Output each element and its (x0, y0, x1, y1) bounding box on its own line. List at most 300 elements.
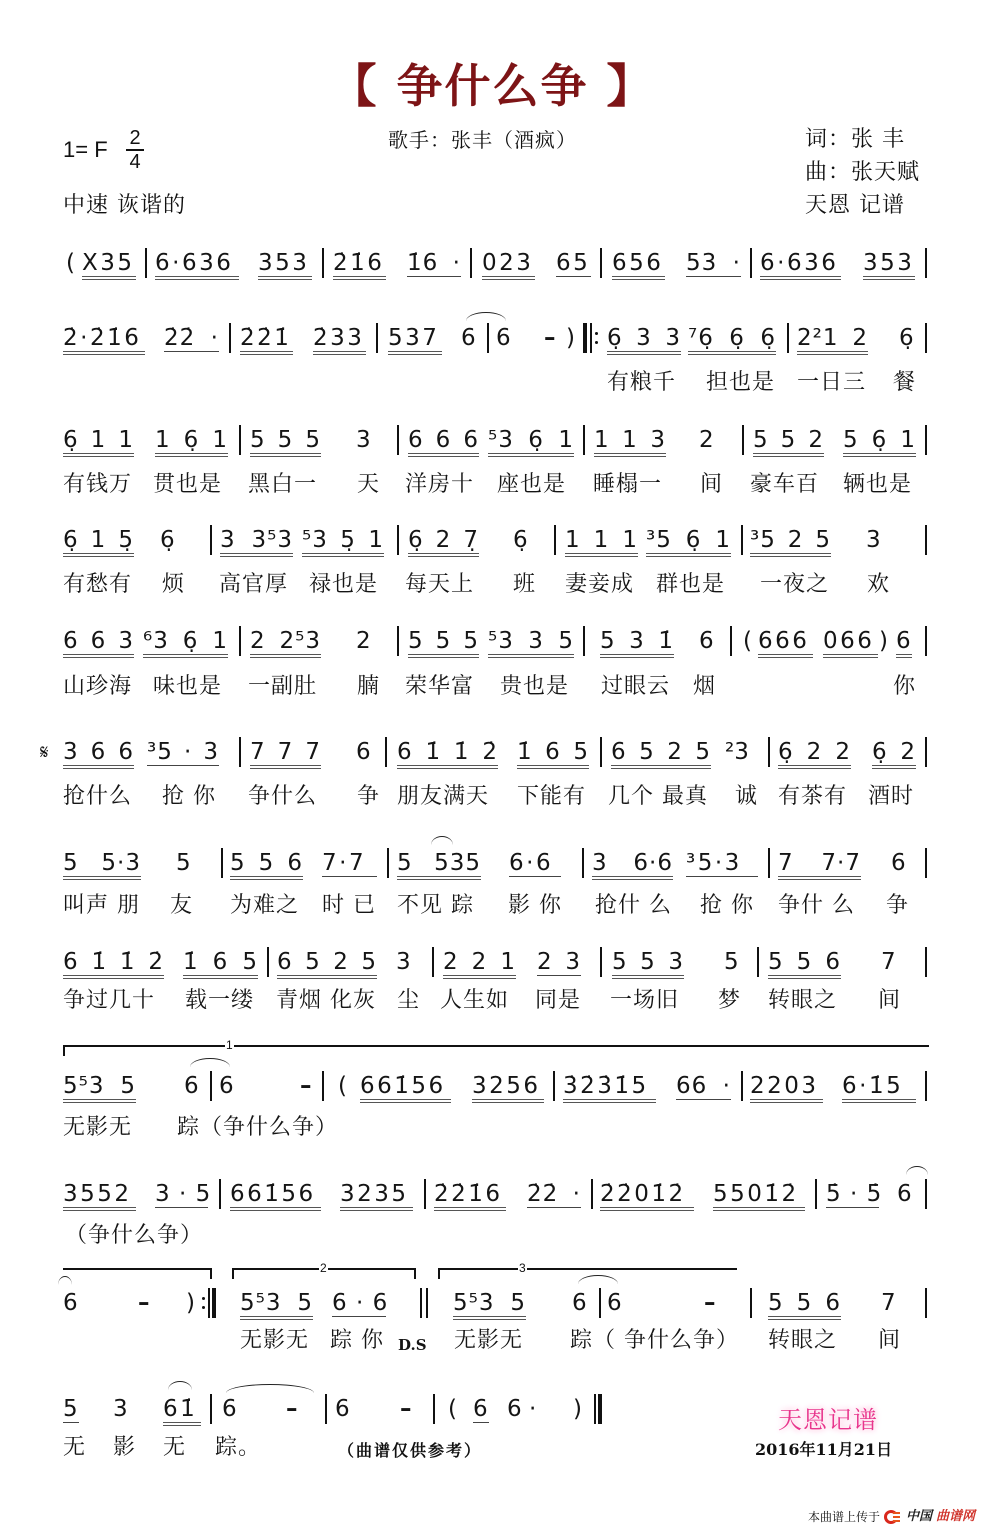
note: 6̣ (513, 527, 528, 553)
note: 6̣ (899, 325, 914, 351)
barline-single (325, 1394, 327, 1424)
lyric: 下能有 (517, 784, 587, 809)
note-group: 6̣ 2 (872, 739, 916, 769)
barline-single (432, 947, 434, 977)
lyric: （争什么争） (65, 1223, 204, 1248)
note: 6 (897, 1181, 912, 1207)
barline-single (583, 425, 585, 455)
dash-extension: – (286, 1396, 298, 1422)
parenthesis: ( (338, 1073, 347, 1099)
note-group: 066 (823, 628, 878, 658)
note-group: 6 1̇ 1̇ 2̇ (63, 949, 164, 979)
dash-extension: – (704, 1290, 716, 1316)
note: 6̣ (160, 527, 175, 553)
lyric: 为难之 (230, 893, 300, 918)
lyric: 洋房十 (405, 472, 475, 497)
site-logo-icon (884, 1510, 902, 1524)
note-group: 023 (482, 250, 535, 280)
lyric: 无影无 (454, 1328, 524, 1353)
note: 6 (891, 850, 906, 876)
note-group: 6 6 6 (408, 427, 479, 457)
parenthesis: ) (573, 1396, 582, 1422)
lyric: 禄也是 (309, 572, 379, 597)
lyric: 时 已 (322, 893, 376, 918)
note-group: 5 5 5 (250, 427, 321, 457)
lyric: 朋友满天 (397, 784, 490, 809)
barline-single (750, 1288, 752, 1318)
dal-segno-marking: D.S (398, 1336, 427, 1354)
barline-single (487, 323, 489, 353)
barline-single (385, 737, 387, 767)
note-group: 5 5·3 (63, 850, 141, 880)
note-group: ⁵3 5̣ 1 (302, 527, 384, 557)
lyric: 抢什么 (63, 784, 133, 809)
lyric: 过眼云 (601, 674, 671, 699)
barline-single (210, 1071, 212, 1101)
note-group: 353 (258, 250, 312, 280)
time-signature (126, 128, 144, 172)
note-group: 2̇33 (313, 325, 366, 355)
lyric: 诚 (735, 784, 759, 809)
note-group: 2̇2̇ · (527, 1181, 581, 1207)
note-group: 65 (556, 250, 591, 276)
barline-single (582, 848, 584, 878)
note-group: 5 3 1̇ (600, 628, 674, 658)
note: 5 (176, 850, 191, 876)
lyric: 味也是 (153, 674, 223, 699)
note-group: 6 (896, 628, 912, 658)
lyric: 烦 (162, 572, 186, 597)
note-group: 6 5 2 5 (611, 739, 711, 769)
note-group: 2 2 1 (443, 949, 516, 979)
barline-single (210, 525, 212, 555)
volta-bracket-2 (232, 1261, 416, 1279)
note-group: ³5·3 (686, 850, 758, 877)
note-group: 2̇1̇6 (333, 250, 386, 280)
lyric: 影 你 (508, 893, 562, 918)
note-group: 2 2⁵3 (250, 628, 321, 658)
lyric: 争什么 (248, 784, 318, 809)
volta-label: 3 (519, 1261, 526, 1275)
note: 6 (219, 1073, 234, 1099)
lyric: 踪。 (215, 1435, 262, 1460)
lyric: 欢 (867, 572, 891, 597)
note: 3 (113, 1396, 128, 1422)
note-group: 53 · (686, 250, 741, 276)
barline-single (600, 737, 602, 767)
volta-bracket-3 (438, 1261, 737, 1279)
tie-arc (226, 1384, 314, 1393)
note-group: 6̣ 2 2 (778, 739, 851, 769)
barline-single (925, 1071, 927, 1101)
note-group: 6 (473, 1396, 491, 1422)
note-group: 3 6·6 (592, 850, 673, 880)
barline-single (925, 737, 927, 767)
transcription-date: 2016年11月21日 (755, 1440, 893, 1459)
note-group: 1 1 3 (594, 427, 666, 457)
tie-arc (466, 312, 506, 321)
note-group: 656 (612, 250, 665, 280)
transcriber-stamp: 天恩记谱 (778, 1406, 878, 1434)
lyric: 抢 你 (162, 784, 216, 809)
note-group: 2203 (750, 1073, 823, 1103)
lyric: 影 (113, 1435, 137, 1460)
note: 5 (724, 949, 739, 975)
lyric: 有愁有 (63, 572, 133, 597)
barline-single (145, 248, 147, 278)
lyric: 无 (63, 1435, 87, 1460)
lyric: 烟 (693, 674, 717, 699)
lyric: 间 (700, 472, 724, 497)
note-group: 5 5 3 (612, 949, 684, 979)
note: 6 (699, 628, 714, 654)
lyric: 间 (878, 1328, 902, 1353)
lyric: 尘 (397, 988, 421, 1013)
lyric: 座也是 (497, 472, 567, 497)
time-signature-top: 2 (129, 127, 141, 149)
lyric: 贯也是 (153, 472, 223, 497)
upload-credit (808, 1508, 975, 1526)
barline-single (742, 425, 744, 455)
lyric: 无影无 (63, 1115, 133, 1140)
note-group: 661̇56 (230, 1181, 321, 1211)
lyric: 酒时 (868, 784, 915, 809)
note: 7 (881, 1290, 896, 1316)
lyric: 争过几十 (63, 988, 156, 1013)
lyric: 抢 你 (700, 893, 754, 918)
lyric: 有钱万 (63, 472, 133, 497)
note-group: 1̇ 6 5 (517, 739, 589, 769)
barline-single (768, 848, 770, 878)
barline-single (787, 323, 789, 353)
note-group: 1̇6 · (407, 250, 461, 276)
note-group: 5 5 5 (408, 628, 479, 658)
lyric: 转眼之 (768, 1328, 838, 1353)
note-group: 5 535 (397, 850, 481, 880)
barline-repeat-start (583, 323, 587, 353)
barline-single (397, 525, 399, 555)
lyric: 辆也是 (843, 472, 913, 497)
barline-single (322, 1071, 324, 1101)
note-group: 6 1̇ 1̇ 2̇ (397, 739, 498, 769)
note-group: 5501̇2̇ (713, 1181, 805, 1211)
note-group: 2̇2̇01̇2̇ (600, 1181, 694, 1211)
note: 2 (699, 427, 714, 453)
barline-single (239, 425, 241, 455)
lyric: 每天上 (405, 572, 475, 597)
barline-single (730, 626, 732, 656)
note: 3 (396, 949, 411, 975)
note-group: 3 · 5 (155, 1181, 212, 1207)
note-group: 5 5 6 (768, 1290, 841, 1320)
barline-single (925, 1288, 927, 1318)
note-group: 6·1̇5 (842, 1073, 916, 1103)
note: 7 (881, 949, 896, 975)
note: 6 (572, 1290, 587, 1316)
barline-single (239, 737, 241, 767)
singer-credit: 歌手：张丰（酒疯） (388, 128, 577, 152)
note-group: ³5 · 3 (147, 739, 219, 765)
dash-extension: – (544, 325, 556, 351)
note-group: ³5 2 5 (750, 527, 831, 557)
barline-single (553, 1071, 555, 1101)
note-group: 2 3 (537, 949, 581, 975)
lyric: 踪 你 (330, 1328, 384, 1353)
barline-single (239, 626, 241, 656)
note-group: 3256 (472, 1073, 544, 1103)
volta-bracket-1 (63, 1038, 929, 1056)
barline-single (925, 947, 927, 977)
note: 6 (222, 1396, 237, 1422)
barline-final (594, 1394, 596, 1424)
lyric: 睡榻一 (593, 472, 663, 497)
barline-single (925, 323, 927, 353)
barline-single (741, 525, 743, 555)
lyric: 一日三 (797, 370, 867, 395)
lyric: 几个 最真 (608, 784, 708, 809)
note-group: 2̇2̇ · (164, 325, 219, 351)
volta-bracket-cont (63, 1268, 212, 1279)
barline-single (768, 737, 770, 767)
barline-single (229, 323, 231, 353)
note-group: 3 3⁵3 (220, 527, 293, 557)
time-signature-bottom: 4 (129, 151, 141, 173)
note-group: 7 7·7 (778, 850, 861, 880)
tie-arc (431, 836, 453, 845)
barline-double (420, 1288, 422, 1318)
note-group: 6 6 3 (63, 628, 134, 658)
lyric: 无 (163, 1435, 187, 1460)
barline-single (397, 626, 399, 656)
barline-single (424, 1179, 426, 1209)
site-name-part-2: 曲谱网 (936, 1509, 976, 1524)
note-group: X35 (82, 250, 136, 280)
barline-single (925, 1179, 927, 1209)
barline-repeat-end (208, 1288, 210, 1318)
lyric: 载一缕 (185, 988, 255, 1013)
barline-single (757, 947, 759, 977)
lyric: 荣华富 (405, 674, 475, 699)
note-group: ⁷6̣ 6̣ 6̣ (688, 325, 776, 355)
note: 6 (63, 1290, 78, 1316)
barline-single (750, 248, 752, 278)
lyricist-credit: 词：张 丰 (805, 127, 905, 152)
barline-single (925, 626, 927, 656)
lyric: 间 (878, 988, 902, 1013)
composer-credit: 曲：张天赋 (805, 160, 921, 185)
note: ²3 (725, 739, 749, 765)
lyric: 争 (886, 893, 910, 918)
note-group: 661̇56 (360, 1073, 451, 1103)
barline-single (925, 848, 927, 878)
lyric: 你 (893, 674, 917, 699)
tie-arc (190, 1058, 230, 1067)
note-group: 61̇ (163, 1396, 201, 1426)
lyric: 腩 (357, 674, 381, 699)
note-group: 666 (758, 628, 813, 658)
lyric: 担也是 (706, 370, 776, 395)
lyric: 人生如 (440, 988, 510, 1013)
lyric: 有粮千 (607, 370, 677, 395)
upload-prefix: 本曲谱上传于 (808, 1510, 881, 1524)
barline-single (815, 1179, 817, 1209)
lyric: 山珍海 (63, 674, 133, 699)
note-group: 5 5 6 (768, 949, 841, 979)
note-group: 2̇2̇1̇ (240, 325, 293, 355)
note-group: 5 6̣ 1 (843, 427, 916, 457)
note-group: 1̇ 6 5 (183, 949, 258, 979)
note: 6 · (507, 1396, 537, 1422)
barline-single (210, 1394, 212, 1424)
note: 6 (607, 1290, 622, 1316)
barline-single (376, 323, 378, 353)
note-group: 5⁵3 5 (453, 1290, 526, 1320)
barline-single (591, 1179, 593, 1209)
parenthesis: ) (186, 1290, 195, 1316)
lyric: 天 (357, 472, 381, 497)
note: 6 (461, 325, 476, 351)
barline-single (925, 525, 927, 555)
barline-single (583, 626, 585, 656)
barline-single (925, 248, 927, 278)
note-group: 5⁵3 5 (240, 1290, 313, 1320)
segno-icon: 𝄋 (40, 740, 49, 764)
lyric: 青烟 化灰 (276, 988, 376, 1013)
note-group: 7 7 7 (250, 739, 321, 769)
disclaimer: （曲谱仅供参考） (338, 1441, 483, 1460)
note: 6 (335, 1396, 350, 1422)
note-group: 6̣ 1 1 (63, 427, 134, 457)
note: 6 (356, 739, 371, 765)
note-group: 3̇2̇3̇1̇5 (563, 1073, 656, 1103)
barline-single (221, 848, 223, 878)
lyric: 不见 踪 (397, 893, 474, 918)
note: 6 (184, 1073, 199, 1099)
lyric: 抢什 么 (595, 893, 672, 918)
barline-single (219, 1179, 221, 1209)
note-group: 7·7 (322, 850, 377, 877)
barline-single (470, 248, 472, 278)
lyric: 餐 (893, 370, 917, 395)
lyric: 友 (170, 893, 194, 918)
barline-single (554, 525, 556, 555)
note-group: 6̣ 1 5̣ (63, 527, 134, 557)
lyric: 转眼之 (768, 988, 838, 1013)
lyric: 班 (513, 572, 537, 597)
barline-single (600, 248, 602, 278)
barline-single (433, 1394, 435, 1424)
lyric: 踪（争什么争） (177, 1115, 339, 1140)
lyric: 一场旧 (610, 988, 680, 1013)
song-title: 【 争什么争 】 (330, 59, 655, 113)
site-name-part-1: 中国 (906, 1509, 933, 1524)
note-group: 1 1 1 (565, 527, 638, 557)
barline-single (387, 848, 389, 878)
note-group: ³5 6̣ 1 (646, 527, 731, 557)
parenthesis: ) (566, 325, 575, 351)
note-group: 6·6 (509, 850, 561, 877)
lyric: 黑白一 (248, 472, 318, 497)
lyric: 无影无 (240, 1328, 310, 1353)
lyric: 一副肚 (248, 674, 318, 699)
note: 3 (866, 527, 881, 553)
volta-label: 1 (226, 1038, 233, 1052)
lyric: 争什 么 (778, 893, 855, 918)
barline-single (397, 425, 399, 455)
note-group: 3552 (63, 1181, 136, 1211)
barline-single (741, 1071, 743, 1101)
lyric: 群也是 (656, 572, 726, 597)
parenthesis: ( (66, 250, 75, 276)
note: 3 (356, 427, 371, 453)
note-group: 6·636 (155, 250, 239, 280)
tempo-marking: 中速 诙谐的 (63, 193, 186, 218)
volta-label: 2 (320, 1261, 327, 1275)
note: 2 (356, 628, 371, 654)
lyric: 同是 (535, 988, 582, 1013)
lyric: 有茶有 (778, 784, 848, 809)
note-group: 2̇2̇1̇6 (434, 1181, 506, 1211)
barline-single (267, 947, 269, 977)
barline-single (600, 947, 602, 977)
note-group: 5⁵3 5 (63, 1073, 136, 1103)
note-group: 5 5 2 (753, 427, 824, 457)
lyric: 叫声 朋 (63, 893, 140, 918)
note-group: 6 · 6 (332, 1290, 389, 1316)
parenthesis: ( (743, 628, 752, 654)
note-group: 6̣ 2 7̣ (408, 527, 479, 557)
note-group: ⁵3 3 5 (488, 628, 574, 658)
note-group: 2²1 2 (797, 325, 868, 355)
note-group: 353 (863, 250, 915, 280)
lyric: 高官厚 (219, 572, 289, 597)
note-group: 5 (63, 1396, 81, 1422)
tie-arc (168, 1381, 192, 1390)
note-group: 66 · (676, 1073, 731, 1099)
tie-arc (906, 1166, 928, 1175)
barline-single (322, 248, 324, 278)
lyric: 踪（ 争什么争） (570, 1328, 739, 1353)
note-group: 3235 (340, 1181, 413, 1211)
barline-single (925, 425, 927, 455)
lyric: 妻妾成 (565, 572, 635, 597)
note-group: 5̇ · 5̇ (826, 1181, 883, 1207)
note-group: ⁶3 6̣ 1 (143, 628, 228, 658)
key-signature: 1= F (63, 137, 108, 162)
note-group: 6 5 2 5 (277, 949, 377, 979)
parenthesis: ( (448, 1396, 457, 1422)
lyric: 梦 (718, 988, 742, 1013)
note-group: 1 6̣ 1 (155, 427, 228, 457)
parenthesis: ) (879, 628, 888, 654)
transcriber-credit: 天恩 记谱 (805, 193, 905, 218)
note-group: 6·636 (760, 250, 841, 280)
lyric: 豪车百 (750, 472, 820, 497)
lyric: 争 (357, 784, 381, 809)
note: 6 (496, 325, 511, 351)
lyric: 一夜之 (760, 572, 830, 597)
note-group: 537 (388, 325, 442, 355)
barline-single (599, 1288, 601, 1318)
lyric: 贵也是 (500, 674, 570, 699)
note-group: 5 5 6 (230, 850, 303, 880)
dash-extension: – (400, 1396, 412, 1422)
dash-extension: – (138, 1290, 150, 1316)
note-group: ⁵3 6̣ 1 (488, 427, 574, 457)
note-group: 6̣ 3 3 (607, 325, 681, 355)
note-group: 3 6 6 (63, 739, 134, 769)
note-group: 2̇·2̇1̇6 (63, 325, 145, 355)
